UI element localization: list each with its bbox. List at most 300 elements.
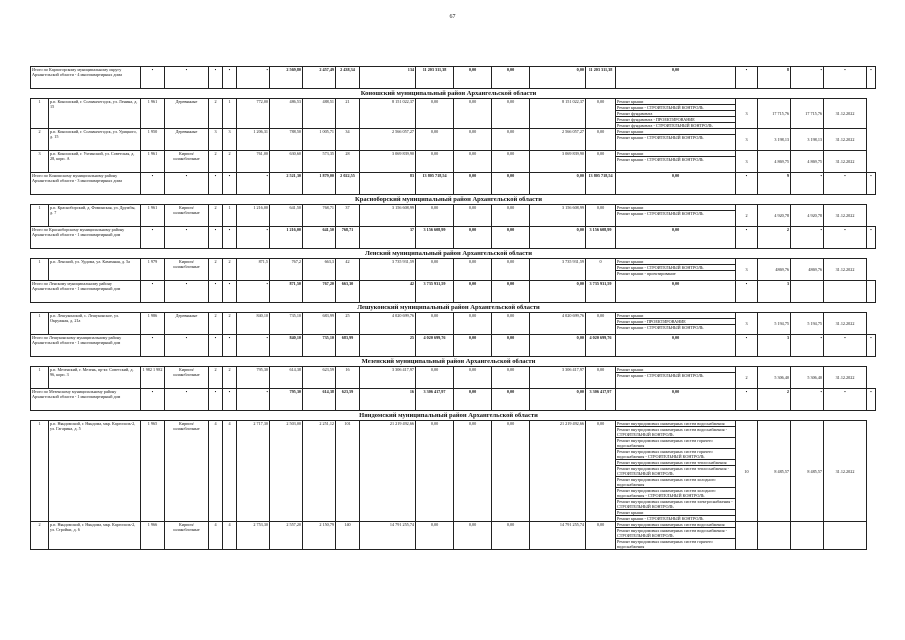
table-cell: 4 [223, 522, 237, 550]
table-cell: 2 022,55 [336, 173, 360, 195]
house-row [31, 151, 876, 173]
table-cell: 2 503,00 [270, 421, 303, 522]
table-cell: 0,00 [586, 313, 616, 335]
work-type: Ремонт крыши - СТРОИТЕЛЬНЫЙ КОНТРОЛЬ [617, 516, 704, 521]
table-cell: 2 [223, 367, 237, 389]
district-total-row [31, 335, 876, 357]
table-cell: 0,00 [530, 335, 586, 357]
table-cell: 2 [209, 367, 223, 389]
house-row [31, 421, 876, 522]
table-cell: 3 [736, 151, 758, 173]
capital-repair-table [30, 66, 876, 550]
table-cell: 0,00 [586, 129, 616, 151]
table-cell: 0,00 [416, 205, 454, 227]
work-type: Ремонт внутридомовых инженерных систем теплоснабжения [616, 460, 735, 466]
house-row [31, 522, 876, 550]
table-cell: 2 [223, 259, 237, 281]
table-cell: 641,50 [303, 227, 336, 249]
table-cell: р.п. Коношский, г. Сольвычегодск, ул. Урицкого, д. 15 [49, 129, 141, 151]
table-cell: 0,00 [616, 227, 736, 249]
table-cell: 788,50 [270, 129, 303, 151]
table-cell: 0,00 [530, 227, 586, 249]
work-types-cell [616, 313, 736, 335]
table-cell: • [165, 173, 209, 195]
house-row [31, 313, 876, 335]
table-cell: 2 566 057,27 [360, 129, 416, 151]
table-cell: 0,00 [616, 335, 736, 357]
work-type: Ремонт крыши - СТРОИТЕЛЬНЫЙ КОНТРОЛЬ [617, 211, 704, 216]
table-cell: 4 020 699,76 [586, 335, 616, 357]
table-cell: 486,53 [270, 99, 303, 129]
work-types-cell [616, 99, 736, 129]
table-cell: 37 [360, 227, 416, 249]
work-types-cell [616, 205, 736, 227]
district-header-row [31, 89, 876, 99]
table-cell: 623,59 [336, 389, 360, 411]
table-cell: 0,00 [492, 205, 530, 227]
house-row [31, 205, 876, 227]
table-cell: 630,60 [270, 151, 303, 173]
table-cell: 2 [31, 129, 49, 151]
table-cell: • [736, 335, 758, 357]
table-cell: • [791, 173, 824, 195]
table-cell: 42 [360, 281, 416, 303]
table-cell: 0,00 [454, 259, 492, 281]
table-cell: 0,00 [454, 335, 492, 357]
table-cell: 21 [336, 99, 360, 129]
table-cell: 0,00 [416, 99, 454, 129]
table-cell: 2 521,30 [270, 173, 303, 195]
work-type: Ремонт внутридомовых инженерных систем холодного водоснабжения [616, 477, 735, 488]
table-cell: 3 [736, 259, 758, 281]
table-cell: 683,99 [336, 335, 360, 357]
work-type: Ремонт фундамента - ПРОЕКТИРОВАНИЕ [616, 117, 735, 123]
district-header: Лешуконский муниципальный район Архангельской области [31, 303, 867, 313]
table-cell: Кирпич/ шлакоблочные [165, 151, 209, 173]
work-types-cell [616, 367, 736, 389]
table-cell: 3 306 417,97 [360, 367, 416, 389]
table-cell: 2 569,80 [270, 67, 303, 89]
table-cell: • [141, 389, 165, 411]
table-cell: • [736, 67, 758, 89]
table-cell: 0,00 [616, 67, 736, 89]
work-type: Ремонт крыши [616, 129, 735, 135]
table-cell: 1 [223, 99, 237, 129]
table-cell: • [867, 173, 876, 195]
table-cell: 0,00 [492, 67, 530, 89]
table-cell: • [223, 389, 237, 411]
work-type: Ремонт внутридомовых инженерных систем горячего водоснабжения [617, 539, 713, 549]
table-cell: 2 [223, 313, 237, 335]
table-cell: 5 306,40 [791, 367, 824, 389]
table-cell: 488,51 [303, 99, 336, 129]
table-cell: 573,35 [303, 151, 336, 173]
table-cell: 31.12.2022 [824, 151, 867, 173]
table-cell: 2 753,30 [237, 522, 270, 550]
table-cell: 623,59 [303, 367, 336, 389]
table-cell: 0,00 [416, 522, 454, 550]
table-cell: 0,00 [530, 173, 586, 195]
table-cell: 0,00 [416, 367, 454, 389]
table-cell: 0,00 [454, 205, 492, 227]
table-cell: 871,5 [237, 259, 270, 281]
table-cell: 2 457,49 [303, 67, 336, 89]
table-cell: • [141, 335, 165, 357]
work-type: Ремонт внутридомовых инженерных систем водоснабжения [616, 522, 735, 528]
table-cell: 840,10 [237, 313, 270, 335]
table-cell: • [209, 389, 223, 411]
table-cell: • [165, 281, 209, 303]
work-type: Ремонт крыши [616, 99, 735, 105]
table-cell: 0,00 [616, 281, 736, 303]
table-cell: • [791, 227, 824, 249]
table-cell: Деревянные [165, 129, 209, 151]
table-cell: 25 [360, 335, 416, 357]
district-total-row [31, 227, 876, 249]
table-cell: 0,00 [586, 205, 616, 227]
table-cell: 0,00 [616, 173, 736, 195]
table-cell: • [736, 227, 758, 249]
table-cell: 3 306 417,97 [416, 389, 454, 411]
table-cell: 3 [736, 129, 758, 151]
table-cell: Кирпич/ шлакоблочные [165, 205, 209, 227]
table-cell: 0,00 [416, 259, 454, 281]
table-cell: 1 961 [141, 151, 165, 173]
table-cell: 795,30 [237, 367, 270, 389]
table-cell: 2 [209, 205, 223, 227]
table-cell: 31.12.2022 [824, 367, 867, 389]
table-cell: 2 [223, 151, 237, 173]
table-cell: 4 920,78 [758, 205, 791, 227]
work-type: Ремонт внутридомовых инженерных систем горячего водоснабжения - СТРОИТЕЛЬНЫЙ КОНТРОЛЬ [616, 449, 735, 460]
table-cell: • [867, 227, 876, 249]
table-cell: 2 566 057,27 [530, 129, 586, 151]
work-type: Ремонт крыши - СТРОИТЕЛЬНЫЙ КОНТРОЛЬ [617, 325, 704, 330]
table-cell: 1 [31, 259, 49, 281]
work-type: Ремонт внутридомовых инженерных систем водоснабжения - СТРОИТЕЛЬНЫЙ КОНТРОЛЬ [616, 528, 735, 539]
table-cell: 0,00 [492, 259, 530, 281]
district-total-row [31, 67, 876, 89]
table-cell: 8 485,57 [791, 421, 824, 522]
table-cell: • [237, 67, 270, 89]
table-cell: • [791, 335, 824, 357]
table-cell: Кирпич/ шлакоблочные [165, 421, 209, 522]
table-cell: 0,00 [492, 281, 530, 303]
table-cell: 2 251,12 [303, 421, 336, 522]
work-type: Ремонт крыши [616, 367, 735, 373]
table-cell: • [736, 173, 758, 195]
table-cell: 1 216,00 [270, 227, 303, 249]
district-header-row [31, 303, 876, 313]
table-cell: р.п. Няндомский, г. Няндома, мкр. Каргополь-2, ул. Стройки, д. 6 [49, 522, 141, 550]
table-cell: 641,50 [270, 205, 303, 227]
table-cell: 0,00 [492, 173, 530, 195]
table-cell: 0,00 [492, 129, 530, 151]
page-number: 67 [449, 14, 456, 20]
table-cell: 2 [736, 367, 758, 389]
work-type: Ремонт внутридомовых инженерных систем теплоснабжения - СТРОИТЕЛЬНЫЙ КОНТРОЛЬ [616, 466, 735, 477]
table-cell: • [791, 389, 824, 411]
table-cell: 2 [758, 389, 791, 411]
work-type: Ремонт внутридомовых инженерных систем холодного водоснабжения - СТРОИТЕЛЬНЫЙ КОНТРОЛЬ [616, 488, 735, 499]
table-cell: 16 [336, 367, 360, 389]
table-cell: 0,00 [454, 173, 492, 195]
table-cell: • [237, 335, 270, 357]
table-cell: 0,00 [454, 129, 492, 151]
table-cell: 0,00 [492, 421, 530, 522]
table-cell: 0,00 [454, 389, 492, 411]
table-cell: Кирпич/ шлакоблочные [165, 367, 209, 389]
table-cell: 4 020 699,76 [360, 313, 416, 335]
table-cell [824, 522, 867, 550]
table-cell: • [867, 389, 876, 411]
table-cell: 840,10 [270, 335, 303, 357]
table-cell: 2 717,30 [237, 421, 270, 522]
table-cell: 0,00 [454, 281, 492, 303]
table-cell: 3 735 931,59 [360, 259, 416, 281]
table-cell: 8 485,57 [758, 421, 791, 522]
table-cell: 31.12.2022 [824, 313, 867, 335]
table-cell: 17 715,76 [758, 99, 791, 129]
table-cell: 2 [209, 151, 223, 173]
table-cell: 767,20 [303, 281, 336, 303]
table-cell: р.п. Коношский, г. Сольвычегодск, ул. Ленина, д. 15 [49, 99, 141, 129]
table-cell: 772,00 [237, 99, 270, 129]
table-cell: 0,00 [492, 389, 530, 411]
table-cell: 3 [223, 129, 237, 151]
table-cell: 0,00 [454, 227, 492, 249]
table-cell: 11 203 311,38 [416, 67, 454, 89]
table-cell: 0,00 [416, 151, 454, 173]
table-cell: 8 [758, 67, 791, 89]
work-type: Ремонт крыши - СТРОИТЕЛЬНЫЙ КОНТРОЛЬ [617, 135, 704, 140]
table-cell: 3 [758, 281, 791, 303]
table-cell: • [824, 173, 867, 195]
table-cell: 3 [31, 151, 49, 173]
table-cell: 614,38 [270, 367, 303, 389]
table-cell: 1 961 [141, 99, 165, 129]
table-cell: 0,00 [530, 67, 586, 89]
work-types-cell [616, 129, 736, 151]
table-cell: • [141, 67, 165, 89]
work-type: Ремонт крыши - ПРОЕКТИРОВАНИЕ [616, 319, 735, 325]
table-cell: • [237, 389, 270, 411]
district-total-row [31, 173, 876, 195]
table-cell: 0,00 [416, 421, 454, 522]
table-cell: 683,99 [303, 313, 336, 335]
house-row [31, 129, 876, 151]
table-cell: 3 198,13 [758, 129, 791, 151]
table-cell: 1 [31, 421, 49, 522]
table-cell: р.п. Красноборский, д. Фоминская, ул. Дружбы, д. 7 [49, 205, 141, 227]
table-cell: • [736, 389, 758, 411]
table-cell: • [824, 335, 867, 357]
work-type: Ремонт крыши - проектирование [617, 271, 676, 276]
table-cell: 0,00 [454, 313, 492, 335]
table-cell: Деревянные [165, 99, 209, 129]
table-cell: 3 156 608,99 [586, 227, 616, 249]
table-cell: 1 982 1 982 [141, 367, 165, 389]
table-cell: 31.12.2022 [824, 129, 867, 151]
table-cell: 1 961 [141, 205, 165, 227]
total-label: Итого по Мезенскому муниципальному району Архангельской области - 1 многоквартирный дом [31, 389, 141, 411]
district-header-row [31, 411, 876, 421]
table-cell: • [209, 173, 223, 195]
table-cell: 0,00 [492, 151, 530, 173]
table-cell: 4 [209, 522, 223, 550]
table-cell [824, 281, 867, 303]
work-types-cell [616, 151, 736, 173]
house-row [31, 367, 876, 389]
table-cell: 0 [586, 259, 616, 281]
table-cell: 21 219 492,66 [360, 421, 416, 522]
table-cell: 0,00 [454, 99, 492, 129]
table-cell: 0,00 [586, 99, 616, 129]
table-cell: • [223, 227, 237, 249]
table-cell: р.п. Ленский, ул. Урдома, ул. Каменная, д. 5а [49, 259, 141, 281]
table-cell: 4 020 699,76 [530, 313, 586, 335]
table-cell [736, 522, 758, 550]
table-cell: 735,10 [270, 313, 303, 335]
table-cell: р.п. Мезенский, г. Мезень, пр-кт. Советский, д. 96, корп. 3 [49, 367, 141, 389]
table-cell: 0,00 [454, 367, 492, 389]
work-type: Ремонт крыши [616, 259, 735, 265]
table-cell: • [165, 67, 209, 89]
table-cell: 1 966 [141, 522, 165, 550]
table-cell: 663,30 [336, 281, 360, 303]
table-cell: 4 [209, 421, 223, 522]
table-cell: 3 156 608,99 [416, 227, 454, 249]
table-cell: 1 [31, 99, 49, 129]
table-cell: 25 [336, 313, 360, 335]
table-cell: 28 [336, 151, 360, 173]
table-cell: 0,00 [492, 99, 530, 129]
table-cell: 0,00 [454, 421, 492, 522]
table-cell: Кирпич/ шлакоблочные [165, 522, 209, 550]
work-type: Ремонт крыши - СТРОИТЕЛЬНЫЙ КОНТРОЛЬ [616, 105, 735, 111]
house-row [31, 99, 876, 129]
table-cell: 31.12.2022 [824, 421, 867, 522]
work-type: Ремонт внутридомовых инженерных систем горячего водоснабжения [616, 438, 735, 449]
table-cell: • [867, 335, 876, 357]
table-cell: 1 216,00 [237, 205, 270, 227]
table-cell: 9 [758, 173, 791, 195]
table-cell: 2 557,20 [270, 522, 303, 550]
table-cell: 871,50 [270, 281, 303, 303]
table-cell: 0,00 [586, 367, 616, 389]
table-cell [791, 522, 824, 550]
work-types-cell [616, 522, 736, 550]
table-cell: 13 805 718,54 [416, 173, 454, 195]
table-cell: • [141, 173, 165, 195]
work-type: Ремонт фундамента - СТРОИТЕЛЬНЫЙ КОНТРОЛЬ [617, 123, 713, 128]
table-cell: Кирпич/ шлакоблочные [165, 259, 209, 281]
table-cell: 3 735 931,59 [586, 281, 616, 303]
table-cell: 0,00 [586, 421, 616, 522]
table-cell: 1 005,71 [303, 129, 336, 151]
table-cell: • [824, 67, 867, 89]
table-cell: • [223, 335, 237, 357]
district-header-row [31, 195, 876, 205]
table-cell: 0,00 [416, 313, 454, 335]
table-cell: 2 [31, 522, 49, 550]
table-cell: 2 438,34 [336, 67, 360, 89]
work-types-cell [616, 421, 736, 522]
table-cell: 1 986 [141, 313, 165, 335]
table-cell: 2 [209, 99, 223, 129]
district-header: Красноборский муниципальный район Архангельской области [31, 195, 867, 205]
table-cell: 3 [736, 99, 758, 129]
table-cell: 34 [336, 129, 360, 151]
table-cell: 768,71 [303, 205, 336, 227]
table-cell: 0,00 [586, 151, 616, 173]
table-cell: • [237, 281, 270, 303]
work-types-cell [616, 259, 736, 281]
table-cell: 1 879,00 [303, 173, 336, 195]
table-cell: р.п. Няндомский, г. Няндома, мкр. Каргополь-2, ул. Гагарина, д. 5 [49, 421, 141, 522]
table-cell: 0,00 [492, 522, 530, 550]
table-cell: 735,10 [303, 335, 336, 357]
table-cell: • [736, 281, 758, 303]
table-cell: 3 735 931,59 [416, 281, 454, 303]
table-cell: • [141, 227, 165, 249]
table-cell: 0,00 [454, 151, 492, 173]
table-cell: 3 [209, 129, 223, 151]
table-cell: 0,00 [530, 281, 586, 303]
table-cell: 663,3 [303, 259, 336, 281]
table-cell: 134 [360, 67, 416, 89]
table-cell: • [223, 67, 237, 89]
table-cell: 4869,76 [758, 259, 791, 281]
table-cell: • [209, 227, 223, 249]
district-header: Мезенский муниципальный район Архангельской области [31, 357, 867, 367]
work-type: Ремонт крыши [616, 205, 735, 211]
table-cell: 795,30 [270, 389, 303, 411]
table-cell: 3 306 417,97 [586, 389, 616, 411]
table-cell: 3 198,13 [791, 129, 824, 151]
table-cell: • [209, 67, 223, 89]
district-header: Ленский муниципальный район Архангельской области [31, 249, 867, 259]
table-cell: 101 [336, 421, 360, 522]
total-label: Итого по Коношскому муниципальному району Архангельской области - 3 многоквартирных дома [31, 173, 141, 195]
work-type: Ремонт крыши - СТРОИТЕЛЬНЫЙ КОНТРОЛЬ [617, 373, 704, 378]
table-cell [791, 281, 824, 303]
table-cell: • [141, 281, 165, 303]
table-cell: 0,00 [454, 67, 492, 89]
district-header: Няндомский муниципальный район Архангельской области [31, 411, 867, 421]
work-type: Ремонт крыши - СТРОИТЕЛЬНЫЙ КОНТРОЛЬ [616, 265, 735, 271]
work-type: Ремонт внутридомовых инженерных систем водоснабжения - СТРОИТЕЛЬНЫЙ КОНТРОЛЬ [616, 427, 735, 438]
table-cell: 8 151 022,37 [360, 99, 416, 129]
table-cell: Деревянные [165, 313, 209, 335]
table-cell: 0,00 [586, 522, 616, 550]
table-cell: 83 [360, 173, 416, 195]
table-cell: 0,00 [492, 227, 530, 249]
table-cell: 0,00 [530, 389, 586, 411]
table-cell: 1 950 [141, 129, 165, 151]
table-cell: 4 869,75 [791, 151, 824, 173]
table-cell: 1 979 [141, 259, 165, 281]
table-cell: • [791, 67, 824, 89]
table-cell: • [824, 389, 867, 411]
table-cell: 3 306 417,97 [530, 367, 586, 389]
table-cell: 3 [736, 313, 758, 335]
district-header: Коношский муниципальный район Архангельской области [31, 89, 867, 99]
table-cell: • [223, 281, 237, 303]
total-label: Итого по Ленскому муниципальному району Архангельской области - 1 многоквартирный дом [31, 281, 141, 303]
table-cell: 31.12.2022 [824, 205, 867, 227]
table-cell: • [209, 281, 223, 303]
